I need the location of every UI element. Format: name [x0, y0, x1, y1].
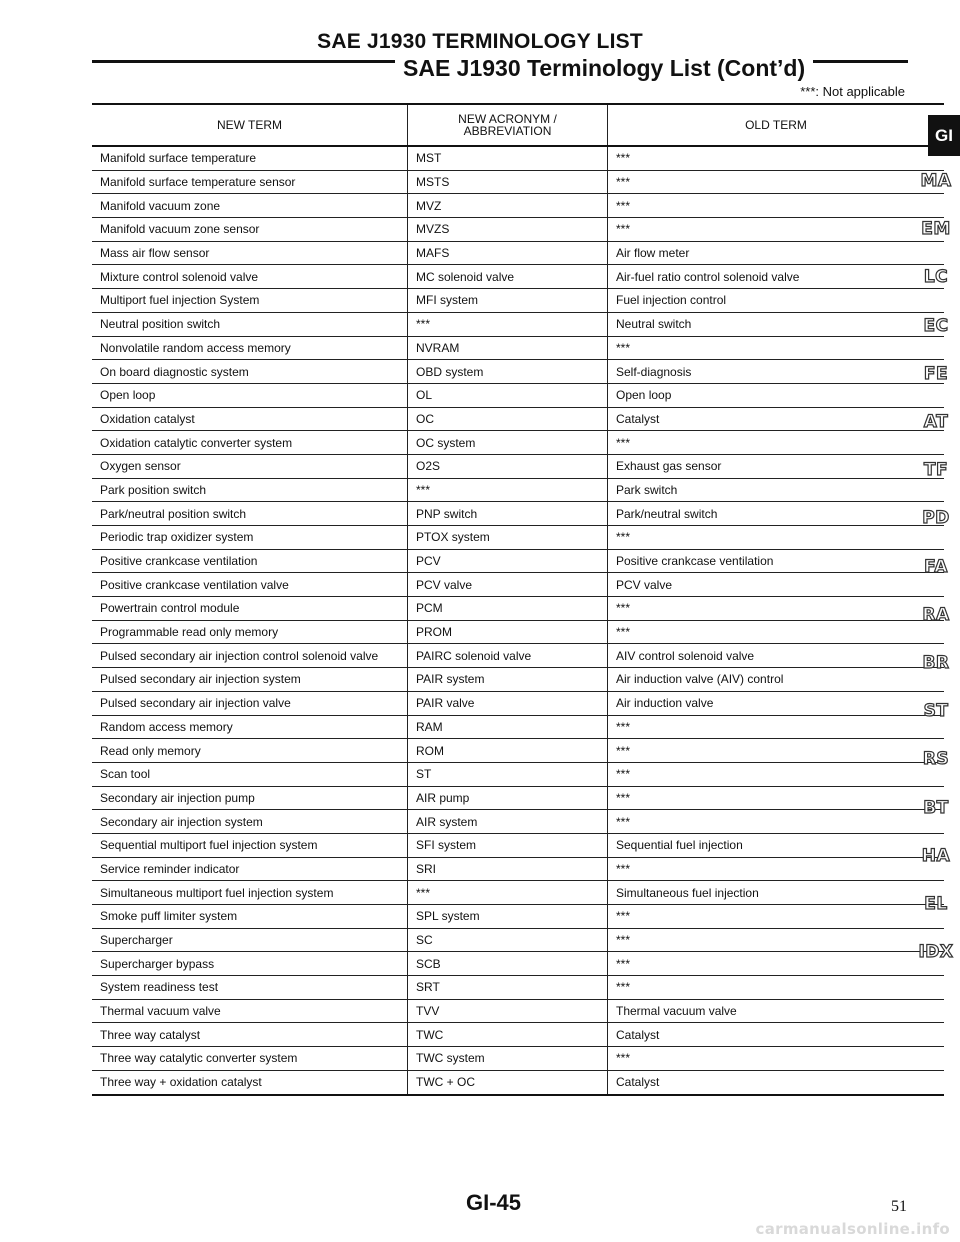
watermark: carmanualsonline.info: [755, 1220, 950, 1238]
new-term-cell: Simultaneous multiport fuel injection system: [92, 881, 408, 905]
table-row: [92, 478, 944, 502]
old-term-cell: Exhaust gas sensor: [608, 454, 945, 478]
old-term-cell: Catalyst: [608, 407, 945, 431]
new-acronym-cell: MFI system: [408, 289, 608, 313]
new-acronym-cell: PAIR valve: [408, 691, 608, 715]
new-acronym-cell: AIR pump: [408, 786, 608, 810]
old-term-cell: Sequential fuel injection: [608, 833, 945, 857]
table-row: [92, 1047, 944, 1071]
old-term-cell: ***: [608, 976, 945, 1000]
new-term-cell: Multiport fuel injection System: [92, 289, 408, 313]
new-acronym-cell: ***: [408, 881, 608, 905]
new-acronym-cell: PCM: [408, 597, 608, 621]
table-row: [92, 1023, 944, 1047]
new-acronym-cell: ***: [408, 312, 608, 336]
new-term-cell: Oxidation catalytic converter system: [92, 431, 408, 455]
new-acronym-cell: PNP switch: [408, 502, 608, 526]
new-term-cell: System readiness test: [92, 976, 408, 1000]
tab-pd[interactable]: PD: [922, 508, 950, 529]
old-term-cell: Thermal vacuum valve: [608, 999, 945, 1023]
tab-ha[interactable]: HA: [921, 845, 951, 866]
new-term-cell: Nonvolatile random access memory: [92, 336, 408, 360]
old-term-cell: Neutral switch: [608, 312, 945, 336]
old-term-cell: ***: [608, 146, 945, 170]
old-term-cell: Park/neutral switch: [608, 502, 945, 526]
table-row: [92, 620, 944, 644]
new-acronym-cell: PROM: [408, 620, 608, 644]
new-term-cell: Three way catalyst: [92, 1023, 408, 1047]
old-term-cell: ***: [608, 739, 945, 763]
new-acronym-cell: TWC + OC: [408, 1070, 608, 1094]
old-term-cell: Park switch: [608, 478, 945, 502]
table-row: [92, 999, 944, 1023]
new-acronym-cell: MVZ: [408, 194, 608, 218]
table-row: [92, 549, 944, 573]
new-acronym-cell: PCV valve: [408, 573, 608, 597]
new-acronym-cell: SRT: [408, 976, 608, 1000]
table-row: [92, 833, 944, 857]
table-row: [92, 739, 944, 763]
old-term-cell: ***: [608, 194, 945, 218]
new-term-cell: Manifold surface temperature sensor: [92, 170, 408, 194]
old-term-cell: ***: [608, 810, 945, 834]
table-row: [92, 241, 944, 265]
new-acronym-cell: O2S: [408, 454, 608, 478]
tab-st[interactable]: ST: [923, 701, 949, 722]
table-row: [92, 383, 944, 407]
new-term-cell: Pulsed secondary air injection system: [92, 668, 408, 692]
new-acronym-cell: PAIR system: [408, 668, 608, 692]
new-acronym-cell: MC solenoid valve: [408, 265, 608, 289]
new-term-cell: Supercharger: [92, 928, 408, 952]
new-acronym-cell: TVV: [408, 999, 608, 1023]
table-row: [92, 194, 944, 218]
new-term-cell: Park/neutral position switch: [92, 502, 408, 526]
tab-fe[interactable]: FE: [923, 363, 949, 384]
tab-ra[interactable]: RA: [922, 604, 950, 625]
new-term-cell: Random access memory: [92, 715, 408, 739]
tab-lc[interactable]: LC: [923, 267, 949, 288]
table-row: [92, 691, 944, 715]
new-acronym-cell: MST: [408, 146, 608, 170]
old-term-cell: ***: [608, 762, 945, 786]
new-acronym-cell: NVRAM: [408, 336, 608, 360]
new-term-cell: Powertrain control module: [92, 597, 408, 621]
table-row: [92, 526, 944, 550]
new-acronym-cell: OL: [408, 383, 608, 407]
table-row: [92, 762, 944, 786]
old-term-cell: Open loop: [608, 383, 945, 407]
new-term-cell: Positive crankcase ventilation: [92, 549, 408, 573]
page-number: 51: [891, 1198, 907, 1215]
tab-active-section[interactable]: GI: [928, 115, 960, 156]
old-term-cell: Air-fuel ratio control solenoid valve: [608, 265, 945, 289]
table-row: [92, 857, 944, 881]
table-row: [92, 407, 944, 431]
table-row: [92, 1070, 944, 1094]
old-term-cell: ***: [608, 952, 945, 976]
old-term-cell: ***: [608, 905, 945, 929]
old-term-cell: ***: [608, 218, 945, 242]
tab-ma[interactable]: MA: [920, 171, 952, 191]
old-term-cell: ***: [608, 526, 945, 550]
old-term-cell: ***: [608, 336, 945, 360]
table-row: [92, 668, 944, 692]
new-acronym-cell: SRI: [408, 857, 608, 881]
section-subtitle: SAE J1930 Terminology List (Cont’d): [395, 55, 813, 82]
old-term-cell: Self-diagnosis: [608, 360, 945, 384]
table-row: [92, 502, 944, 526]
new-term-cell: On board diagnostic system: [92, 360, 408, 384]
old-term-cell: PCV valve: [608, 573, 945, 597]
table-row: [92, 265, 944, 289]
new-acronym-cell: OC system: [408, 431, 608, 455]
table-row: [92, 146, 944, 170]
column-header-new-term: NEW TERM: [92, 104, 408, 146]
new-acronym-cell: MVZS: [408, 218, 608, 242]
old-term-cell: ***: [608, 715, 945, 739]
table-row: [92, 170, 944, 194]
new-acronym-cell: SCB: [408, 952, 608, 976]
old-term-cell: ***: [608, 597, 945, 621]
new-term-cell: Open loop: [92, 383, 408, 407]
table-body: [92, 146, 944, 1095]
table-row: [92, 810, 944, 834]
new-term-cell: Three way catalytic converter system: [92, 1047, 408, 1071]
new-term-cell: Pulsed secondary air injection valve: [92, 691, 408, 715]
new-acronym-cell: PTOX system: [408, 526, 608, 550]
new-term-cell: Oxygen sensor: [92, 454, 408, 478]
tab-ec[interactable]: EC: [923, 315, 949, 336]
table-row: [92, 952, 944, 976]
tab-idx[interactable]: IDX: [918, 942, 954, 963]
new-term-cell: Read only memory: [92, 739, 408, 763]
new-acronym-cell: OC: [408, 407, 608, 431]
new-term-cell: Periodic trap oxidizer system: [92, 526, 408, 550]
old-term-cell: ***: [608, 620, 945, 644]
new-term-cell: Secondary air injection pump: [92, 786, 408, 810]
old-term-cell: Positive crankcase ventilation: [608, 549, 945, 573]
table-row: [92, 715, 944, 739]
new-term-cell: Thermal vacuum valve: [92, 999, 408, 1023]
new-term-cell: Mixture control solenoid valve: [92, 265, 408, 289]
old-term-cell: AIV control solenoid valve: [608, 644, 945, 668]
column-header-old-term: OLD TERM: [608, 104, 945, 146]
page-code: GI-45: [466, 1190, 522, 1215]
tab-tf[interactable]: TF: [923, 460, 949, 481]
new-acronym-cell: RAM: [408, 715, 608, 739]
new-acronym-cell: ST: [408, 762, 608, 786]
tab-bt[interactable]: BT: [923, 797, 949, 818]
table-row: [92, 573, 944, 597]
new-term-cell: Manifold surface temperature: [92, 146, 408, 170]
new-term-cell: Pulsed secondary air injection control solenoid valve: [92, 644, 408, 668]
table-row: [92, 905, 944, 929]
new-term-cell: Mass air flow sensor: [92, 241, 408, 265]
table-row: [92, 312, 944, 336]
table-row: [92, 928, 944, 952]
old-term-cell: ***: [608, 786, 945, 810]
table-row: [92, 218, 944, 242]
new-acronym-cell: TWC system: [408, 1047, 608, 1071]
old-term-cell: Fuel injection control: [608, 289, 945, 313]
tab-em[interactable]: EM: [921, 219, 951, 240]
old-term-cell: Simultaneous fuel injection: [608, 881, 945, 905]
new-term-cell: Manifold vacuum zone: [92, 194, 408, 218]
new-term-cell: Service reminder indicator: [92, 857, 408, 881]
old-term-cell: ***: [608, 857, 945, 881]
new-term-cell: Positive crankcase ventilation valve: [92, 573, 408, 597]
old-term-cell: Air induction valve: [608, 691, 945, 715]
new-acronym-cell: SFI system: [408, 833, 608, 857]
new-acronym-cell: MAFS: [408, 241, 608, 265]
new-term-cell: Neutral position switch: [92, 312, 408, 336]
new-acronym-cell: SC: [408, 928, 608, 952]
table-row: [92, 644, 944, 668]
old-term-cell: Catalyst: [608, 1023, 945, 1047]
new-acronym-cell: OBD system: [408, 360, 608, 384]
old-term-cell: Catalyst: [608, 1070, 945, 1094]
old-term-cell: Air induction valve (AIV) control: [608, 668, 945, 692]
table-row: [92, 454, 944, 478]
page-title: SAE J1930 TERMINOLOGY LIST: [317, 30, 643, 53]
tab-fa[interactable]: FA: [924, 556, 948, 577]
new-term-cell: Three way + oxidation catalyst: [92, 1070, 408, 1094]
new-term-cell: Oxidation catalyst: [92, 407, 408, 431]
new-term-cell: Park position switch: [92, 478, 408, 502]
old-term-cell: ***: [608, 170, 945, 194]
new-term-cell: Scan tool: [92, 762, 408, 786]
new-acronym-cell: MSTS: [408, 170, 608, 194]
old-term-cell: ***: [608, 431, 945, 455]
new-term-cell: Secondary air injection system: [92, 810, 408, 834]
table-row: [92, 360, 944, 384]
new-term-cell: Sequential multiport fuel injection system: [92, 833, 408, 857]
new-acronym-cell: PCV: [408, 549, 608, 573]
table-row: [92, 881, 944, 905]
table-row: [92, 336, 944, 360]
not-applicable-note: ***: Not applicable: [800, 84, 905, 99]
table-row: [92, 786, 944, 810]
table-row: [92, 289, 944, 313]
new-acronym-cell: AIR system: [408, 810, 608, 834]
new-acronym-cell: PAIRC solenoid valve: [408, 644, 608, 668]
terminology-table: [92, 103, 944, 1096]
old-term-cell: ***: [608, 1047, 945, 1071]
new-acronym-cell: TWC: [408, 1023, 608, 1047]
table-header-row: [92, 104, 944, 146]
tab-el[interactable]: EL: [924, 894, 948, 914]
new-acronym-cell: SPL system: [408, 905, 608, 929]
old-term-cell: ***: [608, 928, 945, 952]
new-term-cell: Programmable read only memory: [92, 620, 408, 644]
new-acronym-cell: ROM: [408, 739, 608, 763]
old-term-cell: Air flow meter: [608, 241, 945, 265]
table-row: [92, 976, 944, 1000]
table-row: [92, 597, 944, 621]
new-term-cell: Smoke puff limiter system: [92, 905, 408, 929]
new-term-cell: Manifold vacuum zone sensor: [92, 218, 408, 242]
tab-br[interactable]: BR: [922, 653, 950, 673]
table-row: [92, 431, 944, 455]
tab-rs[interactable]: RS: [922, 749, 950, 770]
new-acronym-cell: ***: [408, 478, 608, 502]
tab-at[interactable]: AT: [923, 412, 949, 432]
column-header-new-acronym: NEW ACRONYM / ABBREVIATION: [408, 104, 608, 146]
new-term-cell: Supercharger bypass: [92, 952, 408, 976]
